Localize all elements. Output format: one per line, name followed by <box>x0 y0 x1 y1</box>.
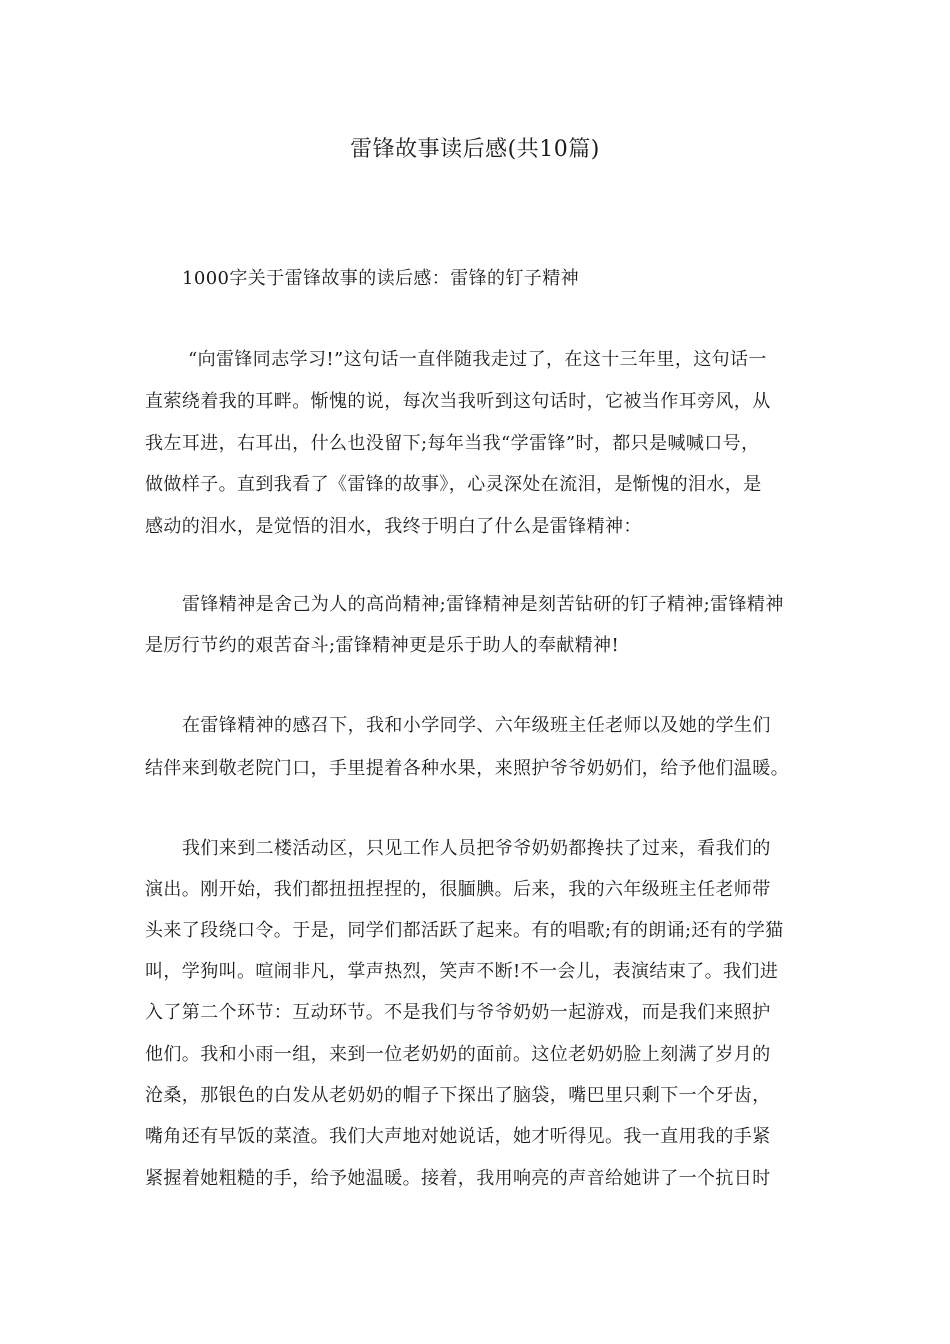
paragraph-line: 结伴来到敬老院门口，手里提着各种水果，来照护爷爷奶奶们，给予他们温暖。 <box>145 758 789 779</box>
paragraph-line: 他们。我和小雨一组，来到一位老奶奶的面前。这位老奶奶脸上刻满了岁月的 <box>145 1044 771 1065</box>
paragraph-line: 雷锋精神是舍己为人的高尚精神;雷锋精神是刻苦钻研的钉子精神;雷锋精神 <box>182 594 784 615</box>
paragraph-line: 嘴角还有早饭的菜渣。我们大声地对她说话，她才听得见。我一直用我的手紧 <box>145 1126 771 1147</box>
paragraph-line: 叫，学狗叫。喧闹非凡，掌声热烈，笑声不断!不一会儿，表演结束了。我们进 <box>145 961 779 982</box>
paragraph-line: 感动的泪水，是觉悟的泪水，我终于明白了什么是雷锋精神： <box>145 516 642 537</box>
paragraph-line: 在雷锋精神的感召下，我和小学同学、六年级班主任老师以及她的学生们 <box>182 715 771 736</box>
paragraph-line: “向雷锋同志学习!”这句话一直伴随我走过了，在这十三年里，这句话一 <box>188 349 767 370</box>
document-title: 雷锋故事读后感(共10篇) <box>350 137 600 162</box>
paragraph-line: 我左耳进，右耳出，什么也没留下;每年当我“学雷锋”时，都只是喊喊口号， <box>145 433 760 454</box>
paragraph-line: 紧握着她粗糙的手，给予她温暖。接着，我用响亮的声音给她讲了一个抗日时 <box>145 1168 771 1189</box>
paragraph-line: 直萦绕着我的耳畔。惭愧的说，每次当我听到这句话时，它被当作耳旁风，从 <box>145 391 771 412</box>
paragraph-line: 是厉行节约的艰苦奋斗;雷锋精神更是乐于助人的奉献精神! <box>145 635 620 656</box>
paragraph-line: 我们来到二楼活动区，只见工作人员把爷爷奶奶都搀扶了过来，看我们的 <box>182 838 771 859</box>
paragraph-line: 头来了段绕口令。于是，同学们都活跃了起来。有的唱歌;有的朗诵;还有的学猫 <box>145 920 784 941</box>
paragraph-line: 沧桑，那银色的白发从老奶奶的帽子下探出了脑袋，嘴巴里只剩下一个牙齿， <box>145 1085 771 1106</box>
paragraph-line: 入了第二个环节：互动环节。不是我们与爷爷奶奶一起游戏，而是我们来照护 <box>145 1002 771 1023</box>
document-subtitle: 1000字关于雷锋故事的读后感：雷锋的钉子精神 <box>182 268 580 289</box>
paragraph-line: 演出。刚开始，我们都扭扭捏捏的，很腼腆。后来，我的六年级班主任老师带 <box>145 879 771 900</box>
paragraph-line: 做做样子。直到我看了《雷锋的故事》，心灵深处在流泪，是惭愧的泪水，是 <box>145 474 762 495</box>
